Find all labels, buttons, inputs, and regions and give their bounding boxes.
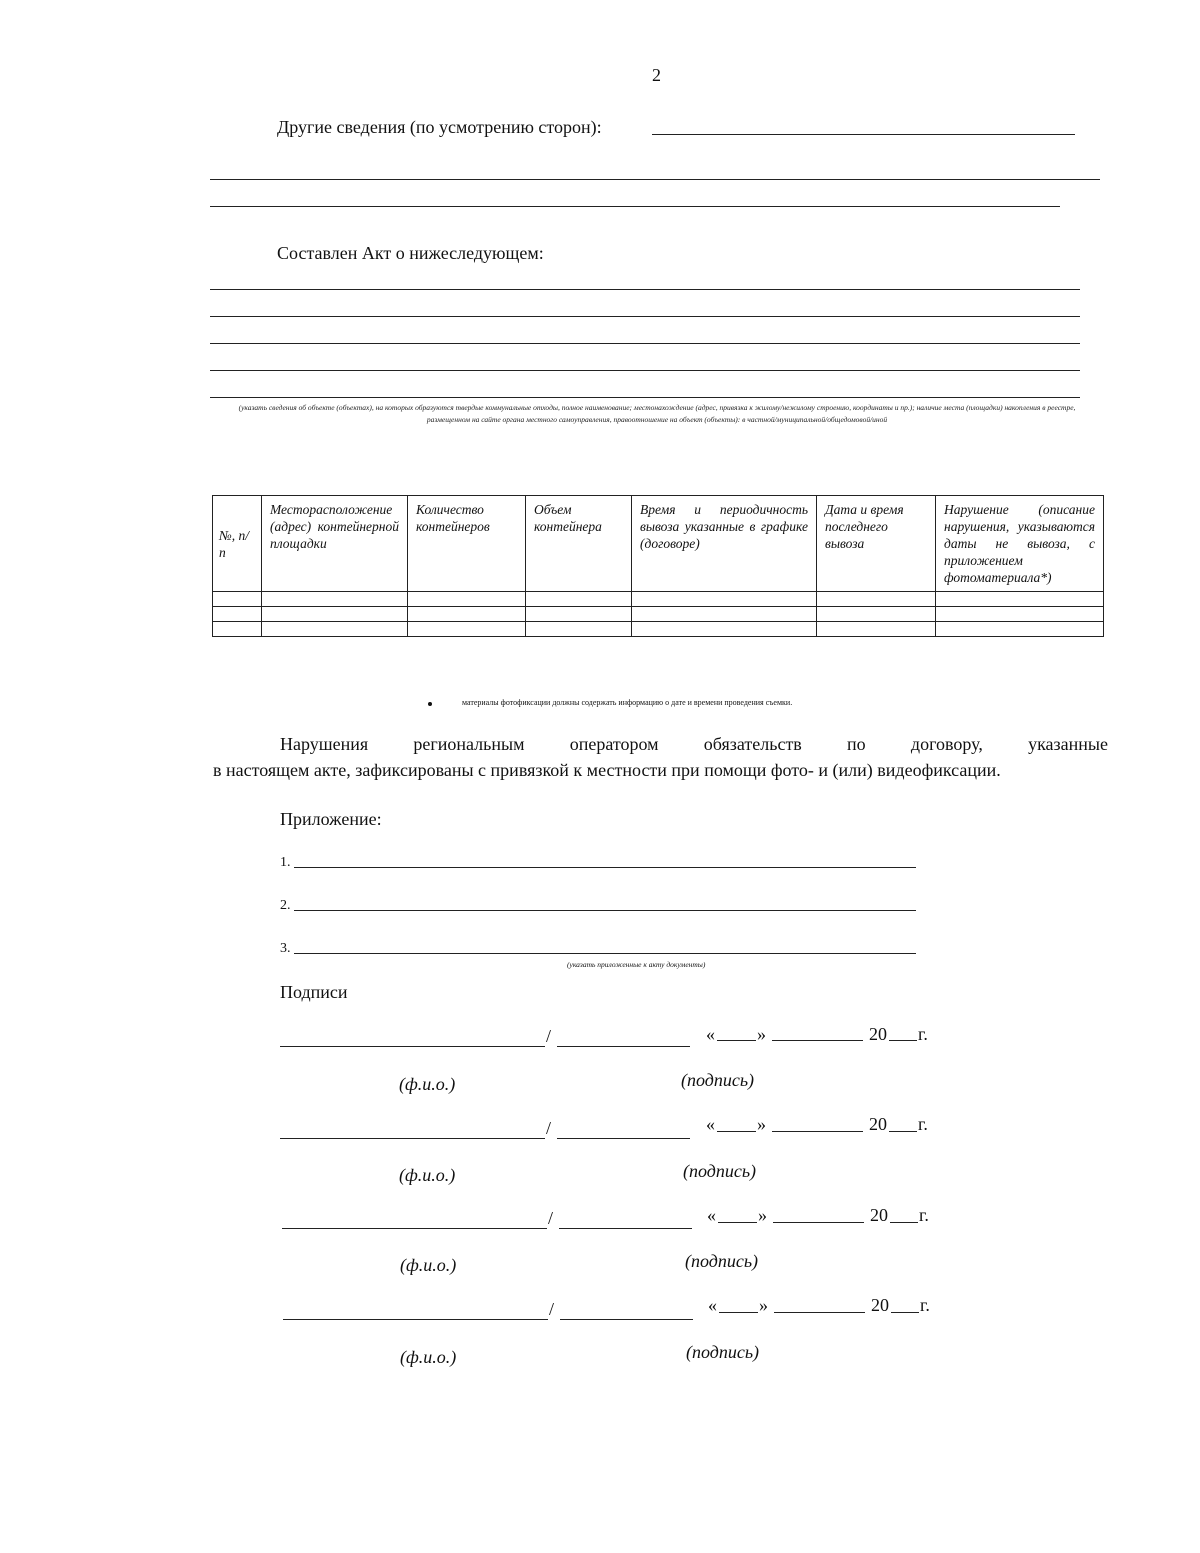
quote-open: « bbox=[708, 1295, 717, 1315]
quote-open: « bbox=[706, 1024, 715, 1044]
year-suffix: г. bbox=[920, 1295, 930, 1315]
month-line bbox=[774, 1312, 865, 1313]
signature-line bbox=[557, 1046, 690, 1047]
table-row bbox=[213, 592, 1104, 607]
table-cell bbox=[817, 607, 936, 622]
table-cell bbox=[408, 592, 526, 607]
day-line bbox=[717, 1131, 756, 1132]
fio-caption: (ф.и.о.) bbox=[399, 1165, 456, 1185]
month-line bbox=[772, 1040, 863, 1041]
year-prefix: 20 bbox=[871, 1295, 889, 1315]
slash: / bbox=[546, 1026, 552, 1046]
header-last-pickup: Дата и время последнего вывоза bbox=[817, 496, 936, 592]
table-footnote: материалы фотофиксации должны содержать информацию о дате и времени проведения съемки. bbox=[462, 698, 793, 707]
fio-line bbox=[283, 1319, 548, 1320]
table-cell bbox=[936, 607, 1104, 622]
header-container-count: Количество контейнеров bbox=[408, 496, 526, 592]
violations-text-line-1: Нарушения региональным оператором обязательств по договору, указанные bbox=[280, 734, 1108, 754]
year-prefix: 20 bbox=[869, 1114, 887, 1134]
act-line-2 bbox=[210, 316, 1080, 317]
fio-line bbox=[282, 1228, 547, 1229]
year-line bbox=[891, 1312, 919, 1313]
signature-line bbox=[557, 1138, 690, 1139]
quote-close: » bbox=[757, 1114, 766, 1134]
year-suffix: г. bbox=[918, 1024, 928, 1044]
other-info-label: Другие сведения (по усмотрению сторон): bbox=[277, 117, 602, 137]
year-prefix: 20 bbox=[869, 1024, 887, 1044]
table-cell bbox=[408, 622, 526, 637]
table-cell bbox=[262, 607, 408, 622]
fio-caption: (ф.и.о.) bbox=[400, 1255, 457, 1275]
signature-caption: (подпись) bbox=[681, 1070, 755, 1090]
signature-caption: (подпись) bbox=[685, 1251, 759, 1271]
table-cell bbox=[936, 622, 1104, 637]
year-line bbox=[889, 1131, 917, 1132]
signature-caption: (подпись) bbox=[686, 1342, 760, 1362]
appendix-item-number: 3. bbox=[280, 941, 291, 956]
act-note: (указать сведения об объекте (объектах), на которых образуются твердые коммунальные отходы, полное наименование; местонахождение (адрес, привязка к жилому/нежилому строению, координаты и пр.); наличие места (площадки) накопления в реестре, размещенном на сайте органа местного самоуправления, правоотношение на объект (объекты): в частной/муниципальной/общедомовой/иной bbox=[238, 403, 1076, 424]
year-prefix: 20 bbox=[870, 1205, 888, 1225]
fio-caption: (ф.и.о.) bbox=[399, 1074, 456, 1094]
signatures-label: Подписи bbox=[280, 982, 348, 1002]
violations-text-line-2: в настоящем акте, зафиксированы с привязкой к местности при помощи фото- и (или) видеофиксации. bbox=[213, 760, 1001, 780]
other-info-line-3 bbox=[210, 206, 1060, 207]
header-violation: Нарушение (описание нарушения, указываются даты не вывоза, с приложением фотоматериала*) bbox=[936, 496, 1104, 592]
appendix-item-line bbox=[294, 910, 916, 911]
table-cell bbox=[262, 592, 408, 607]
signature-line bbox=[560, 1319, 693, 1320]
other-info-line-2 bbox=[210, 179, 1100, 180]
slash: / bbox=[549, 1299, 555, 1319]
appendix-item-line bbox=[294, 867, 916, 868]
day-line bbox=[719, 1312, 758, 1313]
table-cell bbox=[936, 592, 1104, 607]
table-cell bbox=[213, 607, 262, 622]
year-suffix: г. bbox=[918, 1114, 928, 1134]
appendix-item-number: 1. bbox=[280, 855, 291, 870]
table-cell bbox=[213, 622, 262, 637]
appendix-item-number: 2. bbox=[280, 898, 291, 913]
violations-table bbox=[212, 495, 1104, 637]
day-line bbox=[717, 1040, 756, 1041]
year-line bbox=[889, 1040, 917, 1041]
year-suffix: г. bbox=[919, 1205, 929, 1225]
other-info-line-1 bbox=[652, 134, 1075, 135]
table-cell bbox=[817, 592, 936, 607]
fio-line bbox=[280, 1138, 545, 1139]
table-cell bbox=[817, 622, 936, 637]
table-cell bbox=[213, 592, 262, 607]
fio-line bbox=[280, 1046, 545, 1047]
table-cell bbox=[526, 592, 632, 607]
signature-caption: (подпись) bbox=[683, 1161, 757, 1181]
quote-close: » bbox=[757, 1024, 766, 1044]
quote-open: « bbox=[706, 1114, 715, 1134]
appendix-label: Приложение: bbox=[280, 809, 382, 829]
slash: / bbox=[548, 1208, 554, 1228]
act-line-1 bbox=[210, 289, 1080, 290]
table-footnote-bullet bbox=[428, 702, 432, 706]
table-cell bbox=[632, 622, 817, 637]
appendix-item-line bbox=[294, 953, 916, 954]
month-line bbox=[773, 1222, 864, 1223]
act-label: Составлен Акт о нижеследующем: bbox=[277, 243, 544, 263]
signature-line bbox=[559, 1228, 692, 1229]
year-line bbox=[890, 1222, 918, 1223]
act-line-5 bbox=[210, 397, 1080, 398]
header-schedule: Время и периодичность вывоза указанные в графике (договоре) bbox=[632, 496, 817, 592]
act-line-3 bbox=[210, 343, 1080, 344]
slash: / bbox=[546, 1118, 552, 1138]
table-cell bbox=[262, 622, 408, 637]
table-cell bbox=[632, 607, 817, 622]
table-cell bbox=[526, 607, 632, 622]
table-row bbox=[213, 622, 1104, 637]
month-line bbox=[772, 1131, 863, 1132]
table-cell bbox=[526, 622, 632, 637]
table-cell bbox=[632, 592, 817, 607]
header-container-volume: Объем контейнера bbox=[526, 496, 632, 592]
page-number: 2 bbox=[652, 65, 661, 85]
fio-caption: (ф.и.о.) bbox=[400, 1347, 457, 1367]
quote-open: « bbox=[707, 1205, 716, 1225]
table-header-row bbox=[213, 496, 1104, 592]
appendix-note: (указать приложенные к акту документы) bbox=[567, 960, 706, 969]
quote-close: » bbox=[758, 1205, 767, 1225]
act-line-4 bbox=[210, 370, 1080, 371]
table-cell bbox=[408, 607, 526, 622]
quote-close: » bbox=[759, 1295, 768, 1315]
table-row bbox=[213, 607, 1104, 622]
day-line bbox=[718, 1222, 757, 1223]
header-location: Месторасположение (адрес) контейнерной площадки bbox=[262, 496, 408, 592]
header-number: №, п/п bbox=[213, 496, 262, 592]
